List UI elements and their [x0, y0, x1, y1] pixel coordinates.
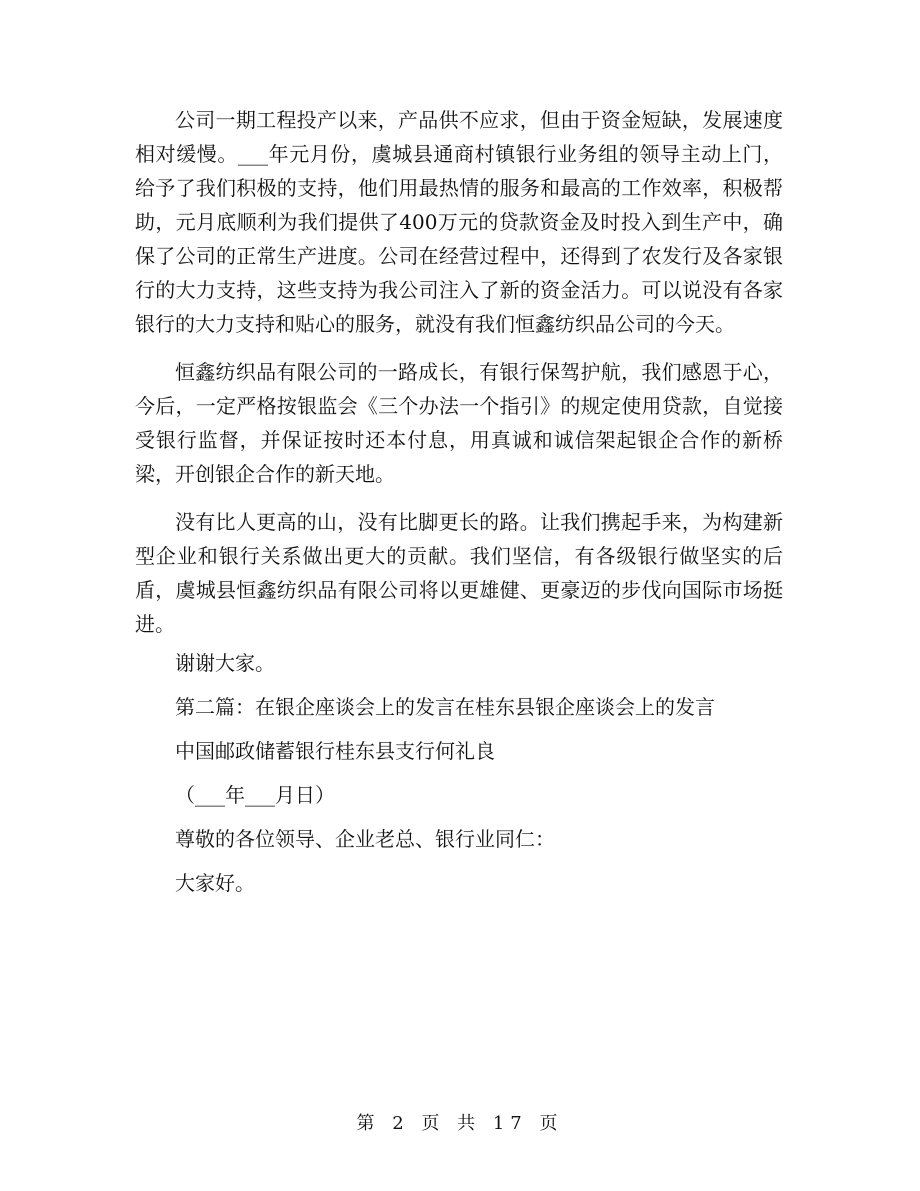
paragraph-3: 没有比人更高的山，没有比脚更长的路。让我们携起手来，为构建新型企业和银行关系做出更大的贡献。我们坚信，有各级银行做坚实的后盾，虞城县恒鑫纺织品有限公司将以更雄健、更豪迈的步伐向国际市场挺进。 [135, 510, 783, 636]
page-number-footer: 第 2 页 共 17 页 [356, 1113, 564, 1134]
paragraph-2: 恒鑫纺织品有限公司的一路成长，有银行保驾护航，我们感恩于心，今后，一定严格按银监会《三个办法一个指引》的规定使用贷款，自觉接受银行监督，并保证按时还本付息，用真诚和诚信架起银企合作的新桥梁，开创银企合作的新天地。 [135, 360, 783, 486]
closing-thanks: 谢谢大家。 [175, 651, 275, 675]
date-line: （___年___月日） [175, 783, 335, 807]
section-heading: 第二篇：在银企座谈会上的发言在桂东县银企座谈会上的发言 [175, 695, 715, 719]
document-body [135, 103, 783, 905]
paragraph-1: 公司一期工程投产以来，产品供不应求，但由于资金短缺，发展速度相对缓慢。___年元月份，虞城县通商村镇银行业务组的领导主动上门，给予了我们积极的支持，他们用最热情的服务和最高的工作效率，积极帮助，元月底顺利为我们提供了400万元的贷款资金及时投入到生产中，确保了公司的正常生产进度。公司在经营过程中，还得到了农发行及各家银行的大力支持，这些支持为我公司注入了新的资金活力。可以说没有各家银行的大力支持和贴心的服务，就没有我们恒鑫纺织品公司的今天。 [135, 108, 783, 336]
speaker-line: 中国邮政储蓄银行桂东县支行何礼良 [175, 739, 495, 763]
salutation: 尊敬的各位领导、企业老总、银行业同仁： [175, 827, 555, 851]
greeting: 大家好。 [175, 871, 255, 895]
